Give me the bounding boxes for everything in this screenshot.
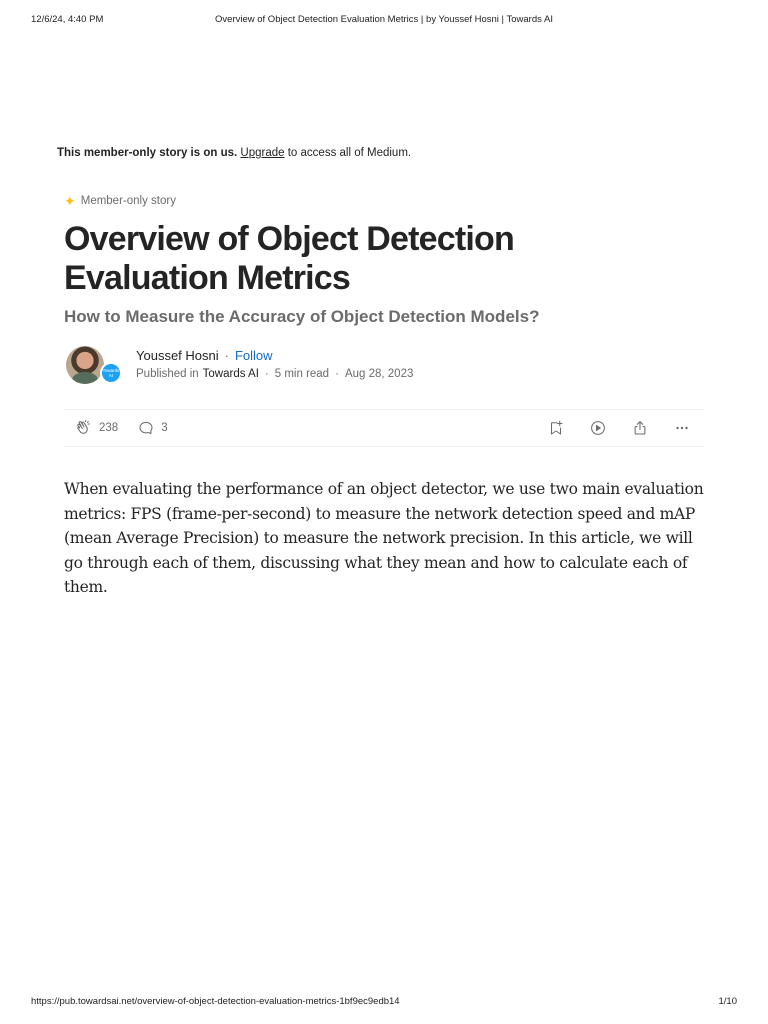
share-icon[interactable] bbox=[630, 418, 650, 438]
article-body-paragraph: When evaluating the performance of an object detector, we use two main evaluation metrics: FPS (frame-per-second) to measure the network detection speed and mAP (mean Average Precision) to measure the network precision. In this article, we will go through each of them, discussing what they mean and how to calculate each of them. bbox=[64, 480, 704, 596]
separator-dot: · bbox=[335, 368, 339, 380]
comment-icon bbox=[136, 418, 156, 438]
byline bbox=[66, 345, 666, 385]
separator-dot: · bbox=[264, 368, 269, 380]
author-line bbox=[136, 348, 273, 363]
member-only-label: Member-only story bbox=[80, 195, 176, 207]
print-doc-title: Overview of Object Detection Evaluation Metrics | by Youssef Hosni | Towards AI bbox=[215, 14, 553, 25]
publication-badge-text: Towards AI bbox=[102, 368, 120, 378]
avatar-shirt bbox=[72, 372, 98, 384]
upgrade-link[interactable]: Upgrade bbox=[240, 147, 285, 159]
clap-icon bbox=[74, 418, 94, 438]
published-in-label: Published in bbox=[136, 368, 199, 380]
publish-date: Aug 28, 2023 bbox=[344, 368, 414, 380]
print-footer bbox=[31, 996, 737, 1010]
bookmark-add-icon[interactable] bbox=[546, 418, 566, 438]
clap-button[interactable] bbox=[74, 418, 118, 438]
read-time: 5 min read bbox=[274, 368, 330, 380]
more-icon[interactable] bbox=[672, 418, 692, 438]
sparkle-icon: ✦ bbox=[64, 193, 76, 209]
publication-name[interactable]: Towards AI bbox=[202, 368, 259, 380]
article-title: Overview of Object Detection Evaluation Metrics bbox=[64, 220, 514, 297]
member-banner-bold: This member-only story is on us. bbox=[57, 147, 238, 159]
clap-count: 238 bbox=[99, 422, 119, 434]
meta-line bbox=[136, 368, 413, 380]
comment-button[interactable] bbox=[136, 418, 167, 438]
publication-badge[interactable] bbox=[100, 362, 122, 384]
article-subtitle: How to Measure the Accuracy of Object Detection Models? bbox=[64, 307, 540, 326]
member-only-tag bbox=[64, 193, 176, 209]
print-header bbox=[31, 14, 737, 28]
action-bar bbox=[64, 409, 704, 447]
follow-button[interactable]: Follow bbox=[234, 348, 273, 363]
member-banner bbox=[57, 147, 411, 159]
comment-count: 3 bbox=[161, 422, 168, 434]
print-page-number: 1/10 bbox=[718, 996, 737, 1007]
author-avatar[interactable] bbox=[66, 346, 104, 384]
print-url: https://pub.towardsai.net/overview-of-object-detection-evaluation-metrics-1bf9ec9edb14 bbox=[31, 996, 400, 1007]
author-name[interactable]: Youssef Hosni bbox=[136, 348, 219, 363]
separator-dot: · bbox=[224, 348, 229, 363]
member-banner-rest: to access all of Medium. bbox=[284, 147, 412, 159]
play-icon[interactable] bbox=[588, 418, 608, 438]
print-date: 12/6/24, 4:40 PM bbox=[31, 14, 104, 25]
